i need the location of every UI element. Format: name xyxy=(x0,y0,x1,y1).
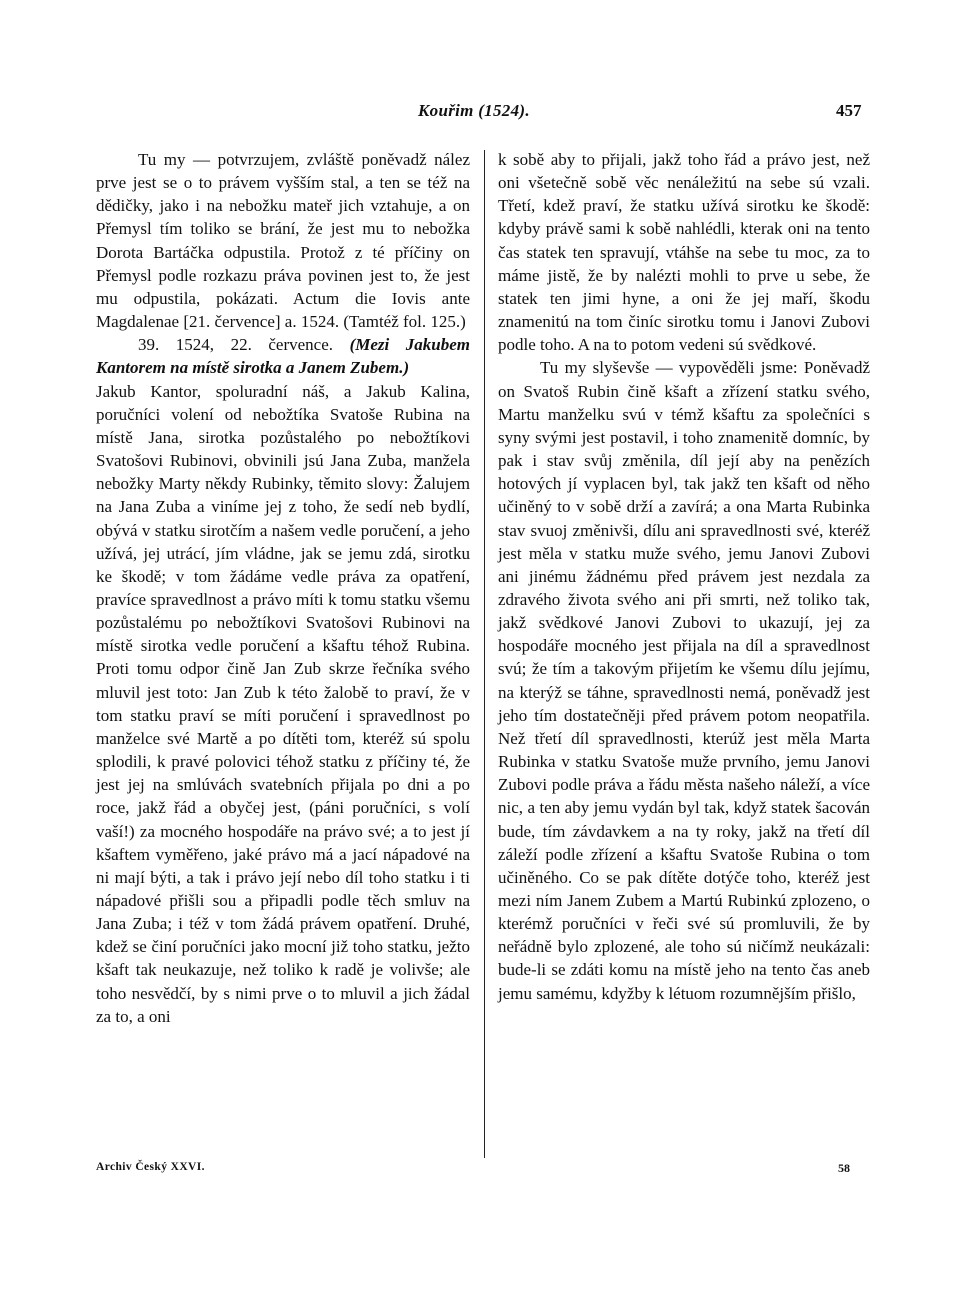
page-footer xyxy=(0,1161,960,1181)
paragraph: Tu my slyševše — vypověděli jsme: Poněvadž on Svatoš Rubin čině kšaft a zřízení statku svého, Martu manželku svú v témž kšaftu za společníci s syny svými jest postavil, i toho znamenitě domníc, by pak i stav svůj změnila, díl její aby na penězích hotových jí vyplacen byl, tak jakž ten kšaft od něho učiněný to v sobě drží a zavírá; a ona Marta Rubinka stav svuoj změnivši, dílu ani spravedlnosti své, kteréž jest měla v statku muže svého, jemu Janovi Zubovi ani jinému žádnému před právem jest nezdala za zdravého života svého ani při smrti, než toliko tak, jakž svědkové Janovi Zubovi to ukazují, jej za hospodáře mocného jest přijala na díl a spravedlnost svú; že tím a takovým přijetím ke všemu dílu jejímu, na kterýž se táhne, spravedlnosti nemá, poněvadž jest jeho tím dostatečněji před právem potom neopatřila. Než třetí díl spravedlnosti, kterúž jest měla Marta Rubinka v statku Svatoše muže prvního, jemu Janovi Zubovi podle práva a řádu města našeho náleží, a více nic, a ten aby jemu vydán byl tak, když statek šacován bude, tím závdavkem a na ty roky, jakž na třetí díl záleží podle zřízení a kšaftu Svatoše Rubina o tom učiněného. Co se pak dítěte dotýče toho, kteréž jest mezi ním Janem Zubem a Martú Rubinkú zplozeno, o kterémž poručníci v řeči své sú promluvili, že by neřádně bylo zplozené, ale toho sú ničímž neukázali: bude-li se zdáti komu na místě jeho na tento čas aneb jemu samému, kdyžby k létuom rozumnějším přišlo, xyxy=(498,358,870,1003)
entry-number: 39. 1524, 22. července. xyxy=(138,335,334,355)
running-title: Kouřim (1524). xyxy=(418,101,530,120)
right-column xyxy=(498,148,870,1005)
left-column xyxy=(96,148,470,1028)
page-number: 457 xyxy=(836,101,862,120)
sheet-number: 58 xyxy=(838,1161,850,1175)
page-header xyxy=(0,101,960,127)
paragraph: Jakub Kantor, spoluradní náš, a Jakub Kalina, poručníci volení od nebožtíka Svatoše Rubina na místě Jana, sirotka pozůstalého po nebožtíkovi Svatošovi Rubinovi, obvinili jsú Jana Zuba, manžela nebožky Marty někdy Rubinky, těmito slovy: Žalujem na Jana Zuba a viníme jej z toho, že sedí neb bydlí, obývá v statku sirotčím a našem vedle poručení, a jeho užívá, jej utrácí, jím vládne, jak se jemu zdá, sirotku ke škodě; v tom žádáme vedle práva za opatření, pravíce spravedlnost a právo míti k tomu statku všemu pozůstalému po nebožtíkovi Svatošovi Rubinovi na místě sirotka vedle poručení a kšaftu téhož Rubina. Proti tomu odpor čině Jan Zub skrze řečníka svého mluvil jest toto: Jan Zub k této žalobě to praví, že v tom statku praví se míti poručení i spravedlnost po manželce své Martě a po dítěti tom, kteréž sú spolu splodili, k pravé polovici téhož statku z příčiny té, že jest jej na smlúvách svatebních přijala po dni a po roce, jakž řád a obyčej jest, (páni poručníci, s volí vaší!) za mocného hospodáře na právo své; a to jest jí kšaftem vyměřeno, jaké právo má a jací nápadové na ni mají býti, a tak i právo její nebo díl toho statku i ti nápadové přišli sou a připadli podle těch smluv na Jana Zuba; i též v tom žádá právem opatření. Druhé, kdež se činí poručníci jako mocní již toho statku, ježto kšaft tak neukazuje, než toliko k radě je volivše; ale toho nesvědčí, by s nimi prve o to mluvil a jich žádal za to, a oni xyxy=(96,381,470,1026)
paragraph: Tu my — potvrzujem, zvláště poněvadž nález prve jest se o to právem vyšším stal, a ten se též na dědičky, jako i na nebožku mateř jich vztahuje, a on Přemysl tím toliko se brání, že jest mu to nebožka Dorota Bartáčka odpustila. Protož z té příčiny on Přemysl podle rozkazu práva povinen jest to, že jest mu odpustila, pokázati. Actum die Iovis ante Magdalenae [21. července] a. 1524. (Tamtéž fol. 125.) xyxy=(96,150,470,332)
entry-heading xyxy=(96,333,470,379)
column-divider xyxy=(484,150,485,1158)
entry-title: (Mezi Jakubem Kantorem na místě sirotka a Janem Zubem.) xyxy=(96,335,471,378)
printer-signature: Archiv Český XXVI. xyxy=(96,1161,205,1173)
paragraph: k sobě aby to přijali, jakž toho řád a právo jest, než oni všetečně sobě věc nenáležitú na sebe sú vzali. Třetí, kdež praví, že statku užívá sirotku ke škodě: kdyby právě sami k sobě nahlédli, kterak oni na tento čas statek ten spravují, vtáhše na sebe tu moc, za to máme jistě, že by nalézti mohli to prve u sebe, že statek ten jimi hyne, a oni že jej maří, škodu znamenitú na tom činíc sirotku tomu i Janovi Zubovi podle toho. A na to potom vedeni sú svědkové. xyxy=(498,150,870,355)
